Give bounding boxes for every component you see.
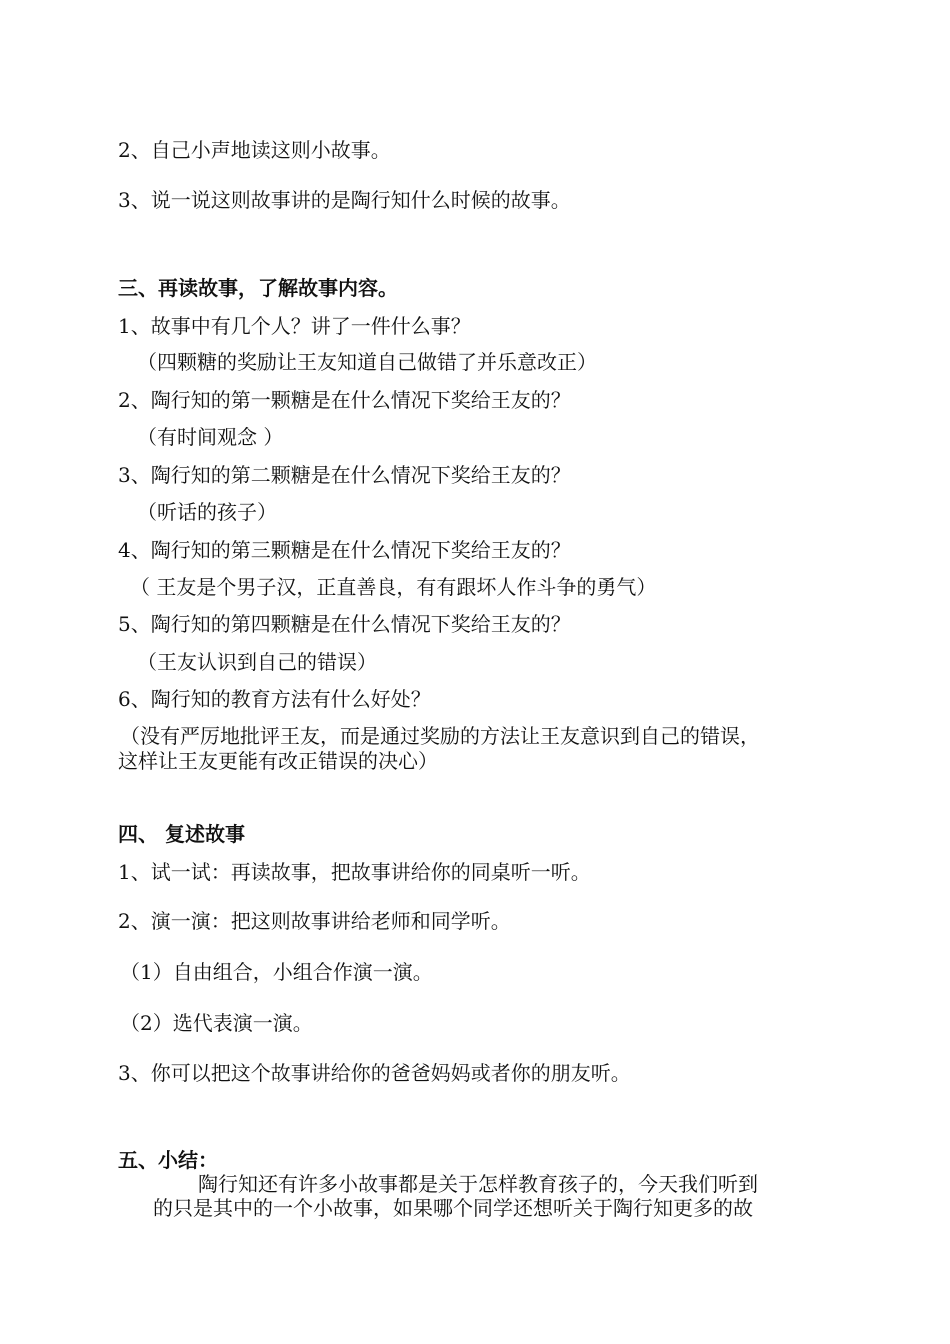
question-6: 6、陶行知的教育方法有什么好处？ xyxy=(118,687,431,711)
answer-4: （ 王友是个男子汉，正直善良，有有跟坏人作斗争的勇气） xyxy=(130,575,657,599)
retell-substep-2: （2）选代表演一演。 xyxy=(120,1011,313,1035)
step-2-text: 2、自己小声地读这则小故事。 xyxy=(118,138,391,162)
retell-step-1: 1、试一试：再读故事，把故事讲给你的同桌听一听。 xyxy=(118,860,591,884)
question-2: 2、陶行知的第一颗糖是在什么情况下奖给王友的？ xyxy=(118,388,571,412)
question-3: 3、陶行知的第二颗糖是在什么情况下奖给王友的？ xyxy=(118,463,571,487)
answer-6-line-2: 这样让王友更能有改正错误的决心） xyxy=(118,749,438,773)
answer-1: （四颗糖的奖励让王友知道自己做错了并乐意改正） xyxy=(137,350,597,374)
answer-2: （有时间观念 ） xyxy=(137,425,284,449)
question-4: 4、陶行知的第三颗糖是在什么情况下奖给王友的？ xyxy=(118,538,571,562)
retell-substep-1: （1）自由组合，小组合作演一演。 xyxy=(120,960,433,984)
answer-3: （听话的孩子） xyxy=(137,500,277,524)
step-3-text: 3、说一说这则故事讲的是陶行知什么时候的故事。 xyxy=(118,188,571,212)
summary-line-1: 陶行知还有许多小故事都是关于怎样教育孩子的，今天我们听到 xyxy=(198,1172,758,1196)
summary-line-2: 的只是其中的一个小故事，如果哪个同学还想听关于陶行知更多的故 xyxy=(153,1196,753,1220)
question-1: 1、故事中有几个人？讲了一件什么事？ xyxy=(118,314,471,338)
answer-5: （王友认识到自己的错误） xyxy=(137,650,377,674)
retell-step-2: 2、演一演：把这则故事讲给老师和同学听。 xyxy=(118,909,511,933)
retell-step-3: 3、你可以把这个故事讲给你的爸爸妈妈或者你的朋友听。 xyxy=(118,1061,631,1085)
question-5: 5、陶行知的第四颗糖是在什么情况下奖给王友的？ xyxy=(118,612,571,636)
answer-6-line-1: （没有严厉地批评王友，而是通过奖励的方法让王友意识到自己的错误， xyxy=(120,724,760,748)
section-4-heading: 四、 复述故事 xyxy=(118,822,245,846)
section-5-heading: 五、小结： xyxy=(118,1148,218,1172)
section-3-heading: 三、再读故事，了解故事内容。 xyxy=(118,276,398,300)
